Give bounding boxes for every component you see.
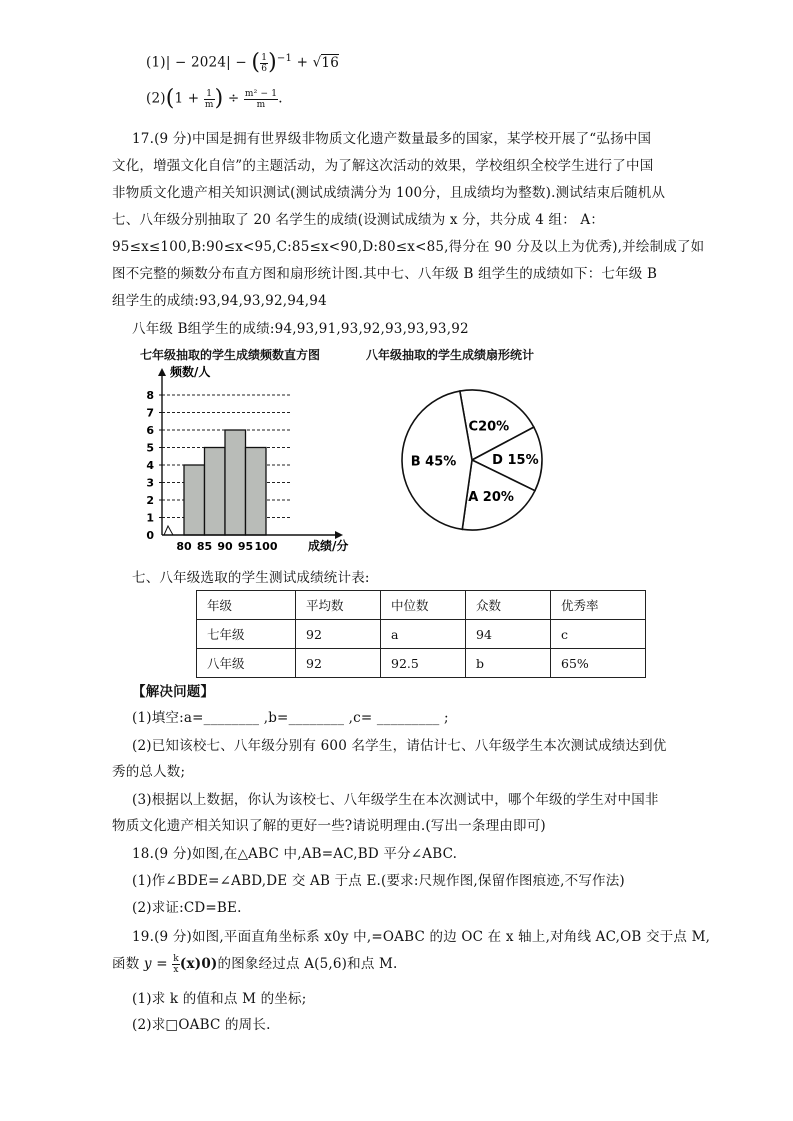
q16-part1-label: (1) [146, 54, 166, 71]
solve-line-4: 物质文化遗产相关知识了解的更好一些?请说明理由.(写出一条理由即可) [112, 818, 546, 834]
y-tick-label: 1 [146, 511, 154, 525]
q16-div: ÷ [223, 90, 244, 107]
frac-den: x [173, 965, 179, 975]
paren-right: ) [268, 50, 277, 75]
q17-line-6: 组学生的成绩:93,94,93,92,94,94 [112, 293, 327, 309]
x-tick-label: 100 [254, 540, 278, 553]
histogram-bars [184, 430, 266, 535]
y-tick-label: 4 [146, 459, 154, 472]
paren-right: ) [214, 86, 224, 111]
table-cell: a [381, 620, 466, 649]
q16-part1 [146, 52, 339, 74]
paren-left: ( [165, 86, 175, 111]
q17-line-7: 八年级 B组学生的成绩:94,93,91,93,92,93,93,93,92 [132, 321, 469, 337]
table-header-cell: 众数 [466, 591, 551, 620]
histogram-title: 七年级抽取的学生成绩频数直方图 [140, 348, 321, 362]
sqrt-icon: √ [312, 54, 322, 71]
x-tick-label: 80 [176, 540, 192, 553]
histogram-xlabel: 成绩/分 [308, 539, 349, 553]
frac-num: m² − 1 [244, 88, 278, 99]
q16-part1-exponent: −1 [276, 53, 293, 64]
q16-part1-expr: | − 2024| − [165, 54, 252, 71]
pie-label: A 20% [468, 489, 514, 505]
table-cell: 92 [296, 620, 381, 649]
stats-table [196, 590, 646, 678]
q16-part2-frac2 [244, 89, 278, 110]
table-cell: 65% [551, 649, 646, 678]
y-tick-label: 8 [146, 389, 154, 402]
table-header-row [197, 591, 646, 620]
table-cell: 92 [296, 649, 381, 678]
paren-left: ( [251, 50, 261, 75]
histogram-bar [225, 430, 246, 535]
y-tick-label: 7 [146, 406, 154, 420]
solve-line-1: (2)已知该校七、八年级分别有 600 名学生，请估计七、八年级学生本次测试成绩达到优 [132, 738, 667, 754]
solve-heading: 【解决问题】 [132, 684, 215, 700]
q19-line-2 [112, 952, 398, 975]
y-tick-label: 5 [146, 441, 154, 455]
table-header-cell: 平均数 [296, 591, 381, 620]
histogram-bar [184, 465, 205, 535]
q19-k-frac [172, 954, 180, 975]
frac-den: m [256, 99, 266, 110]
pie-chart [396, 380, 566, 540]
q18-line-0: 18.(9 分)如图,在△ABC 中,AB=AC,BD 平分∠ABC. [132, 846, 458, 862]
q17-line-4: 95≤x≤100,B:90≤x<95,C:85≤x<90,D:80≤x<85,得分在 90 分及以上为优秀),并绘制成了如 [112, 239, 705, 255]
q16-sqrt-val: 16 [321, 54, 339, 71]
q16-part1-fraction [260, 53, 268, 74]
y-tick-label: 2 [146, 494, 154, 507]
q17-line-2: 非物质文化遗产相关知识测试(测试成绩满分为 100分，且成绩均为整数).测试结束后随机从 [112, 185, 666, 201]
table-cell: b [466, 649, 551, 678]
frac-den: 6 [261, 63, 268, 74]
table-header-cell: 年级 [197, 591, 296, 620]
frac-num: 1 [261, 52, 268, 63]
histogram-bar [246, 448, 267, 536]
q19-y: y = [143, 956, 173, 972]
table-header-cell: 优秀率 [551, 591, 646, 620]
y-tick-label: 6 [146, 424, 154, 437]
q19-sub-1: (2)求□OABC 的周长. [132, 1017, 271, 1033]
histogram-chart [140, 360, 380, 555]
table-header-cell: 中位数 [381, 591, 466, 620]
q16-part2-frac1 [204, 89, 215, 110]
histogram-y-ticks [146, 389, 162, 542]
y-tick-label: 3 [146, 476, 154, 490]
histogram-bar [205, 448, 226, 536]
pie-label: D 15% [492, 453, 539, 469]
q18-line-2: (2)求证:CD=BE. [132, 900, 242, 916]
table-caption: 七、八年级选取的学生测试成绩统计表: [132, 570, 370, 586]
pie-title: 八年级抽取的学生成绩扇形统计 [366, 348, 535, 362]
q19-func-rest: 的图象经过点 A(5,6)和点 M. [217, 956, 398, 972]
q17-line-3: 七、八年级分别抽取了 20 名学生的成绩(设测试成绩为 x 分，共分成 4 组： A： [112, 212, 605, 228]
x-tick-label: 90 [217, 540, 233, 553]
table-cell: 七年级 [197, 620, 296, 649]
table-cell: c [551, 620, 646, 649]
q19-line-1: 19.(9 分)如图,平面直角坐标系 x0y 中,=OABC 的边 OC 在 x 轴上,对角线 AC,OB 交于点 M, [132, 929, 711, 945]
pie-label: B 45% [410, 454, 457, 470]
frac-num: k [173, 954, 179, 964]
y-tick-label: 0 [146, 529, 154, 542]
q16-end: . [278, 90, 283, 107]
frac-den: m [204, 99, 214, 110]
q16-part2 [146, 88, 283, 110]
q19-sub-0: (1)求 k 的值和点 M 的坐标; [132, 991, 307, 1007]
table-cell: 94 [466, 620, 551, 649]
q19-domain: (x)0) [179, 956, 218, 972]
q16-one-plus: 1 + [174, 90, 204, 107]
q16-plus: + [296, 54, 309, 71]
frac-num: 1 [204, 89, 215, 100]
q17-line-0: 17.(9 分)中国是拥有世界级非物质文化遗产数量最多的国家，某学校开展了“弘扬中国 [132, 131, 652, 147]
solve-line-2: 秀的总人数; [112, 764, 186, 780]
pie-label: C20% [468, 419, 510, 435]
q18-line-1: (1)作∠BDE=∠ABD,DE 交 AB 于点 E.(要求:尺规作图,保留作图痕迹,不写作法) [132, 873, 625, 889]
histogram-ylabel: 频数/人 [170, 365, 211, 379]
q17-line-1: 文化，增强文化自信”的主题活动，为了解这次活动的效果，学校组织全校学生进行了中国 [112, 158, 654, 174]
q16-part2-label: (2) [146, 90, 166, 107]
histogram-x-ticks [176, 540, 277, 553]
solve-line-3: (3)根据以上数据，你认为该校七、八年级学生在本次测试中，哪个年级的学生对中国非 [132, 792, 659, 808]
table-row [197, 649, 646, 678]
table-cell: 92.5 [381, 649, 466, 678]
q17-line-5: 图不完整的频数分布直方图和扇形统计图.其中七、八年级 B 组学生的成绩如下：七年级 B [112, 266, 658, 282]
x-tick-label: 85 [196, 540, 213, 553]
table-row [197, 620, 646, 649]
solve-line-0: (1)填空:a=________ ,b=________ ,c= _________ ; [132, 710, 449, 726]
q19-func-label: 函数 [112, 956, 144, 972]
table-cell: 八年级 [197, 649, 296, 678]
x-tick-label: 95 [237, 540, 254, 553]
